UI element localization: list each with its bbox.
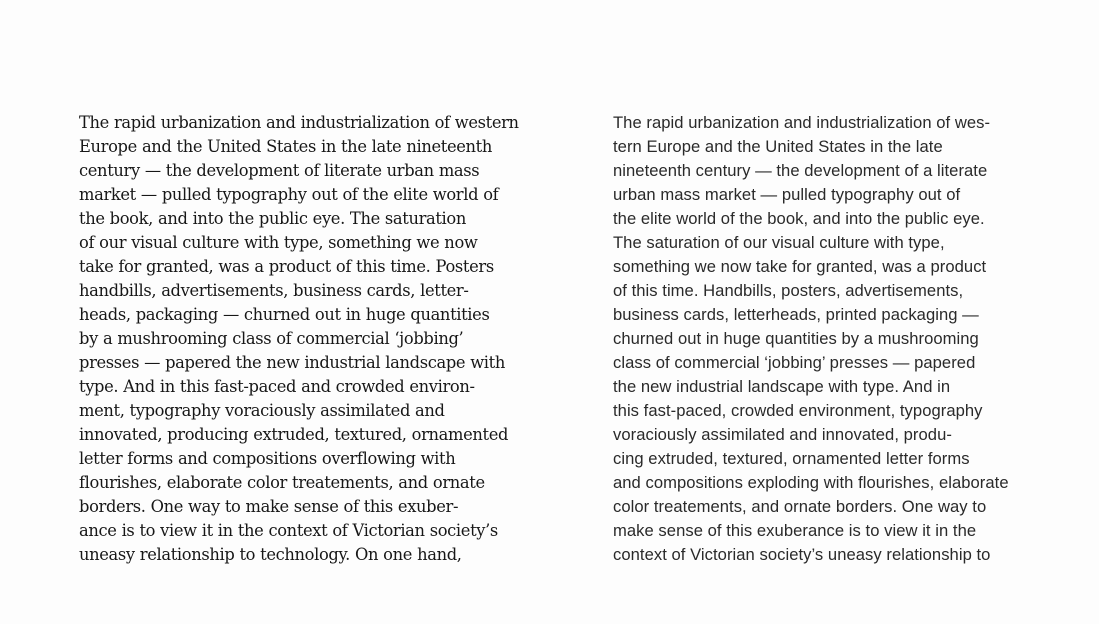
serif-text-line: handbills, advertisements, business cards, letter-	[79, 281, 469, 300]
serif-text-line: heads, packaging — churned out in huge quantities	[79, 305, 490, 324]
sans-text-column	[613, 111, 1073, 567]
serif-text-line: by a mushrooming class of commercial ‘jobbing’	[79, 329, 464, 348]
sans-text-line: churned out in huge quantities by a mushrooming	[613, 329, 979, 348]
sans-text-line: the new industrial landscape with type. And in	[613, 377, 951, 396]
serif-text-column	[79, 111, 529, 567]
serif-text-line: letter forms and compositions overflowing with	[79, 449, 456, 468]
serif-text-line: The rapid urbanization and industrialization of western	[79, 113, 519, 132]
sans-text-line: The rapid urbanization and industrialization of wes-	[613, 113, 991, 132]
serif-text-line: type. And in this fast-paced and crowded environ-	[79, 377, 475, 396]
serif-text-line: presses — papered the new industrial landscape with	[79, 353, 505, 372]
sans-text-line: something we now take for granted, was a product	[613, 257, 987, 276]
sans-text-line: voraciously assimilated and innovated, produ-	[613, 425, 952, 444]
serif-text-line: uneasy relationship to technology. On one hand,	[79, 545, 462, 564]
sans-text-line: this fast-paced, crowded environment, typography	[613, 401, 983, 420]
sans-text-line: make sense of this exuberance is to view it in the	[613, 521, 977, 540]
serif-text-line: Europe and the United States in the late nineteenth	[79, 137, 492, 156]
serif-text-line: innovated, producing extruded, textured, ornamented	[79, 425, 509, 444]
serif-text-line: borders. One way to make sense of this exuber-	[79, 497, 459, 516]
sans-text-line: context of Victorian society’s uneasy relationship to	[613, 545, 991, 564]
sans-text-line: and compositions exploding with flourishes, elaborate	[613, 473, 1009, 492]
sans-text-line: nineteenth century — the development of a literate	[613, 161, 988, 180]
sans-text-line: class of commercial ‘jobbing’ presses — papered	[613, 353, 976, 372]
serif-text-line: the book, and into the public eye. The saturation	[79, 209, 467, 228]
serif-text-line: of our visual culture with type, something we now	[79, 233, 478, 252]
sans-text-line: color treatements, and ornate borders. One way to	[613, 497, 987, 516]
serif-text-line: market — pulled typography out of the elite world of	[79, 185, 499, 204]
sans-text-line: urban mass market — pulled typography out of	[613, 185, 961, 204]
sans-text-line: The saturation of our visual culture with type,	[613, 233, 945, 252]
sans-text-line: cing extruded, textured, ornamented letter forms	[613, 449, 970, 468]
serif-text-line: flourishes, elaborate color treatements, and ornate	[79, 473, 485, 492]
serif-text-line: ment, typography voraciously assimilated and	[79, 401, 445, 420]
sans-text-line: business cards, letterheads, printed packaging —	[613, 305, 979, 324]
serif-text-line: ance is to view it in the context of Victorian society’s	[79, 521, 498, 540]
serif-text-line: century — the development of literate urban mass	[79, 161, 480, 180]
sans-text-line: of this time. Handbills, posters, advertisements,	[613, 281, 964, 300]
sans-text-line: the elite world of the book, and into the public eye.	[613, 209, 985, 228]
serif-text-line: take for granted, was a product of this time. Posters	[79, 257, 494, 276]
sans-text-line: tern Europe and the United States in the late	[613, 137, 943, 156]
